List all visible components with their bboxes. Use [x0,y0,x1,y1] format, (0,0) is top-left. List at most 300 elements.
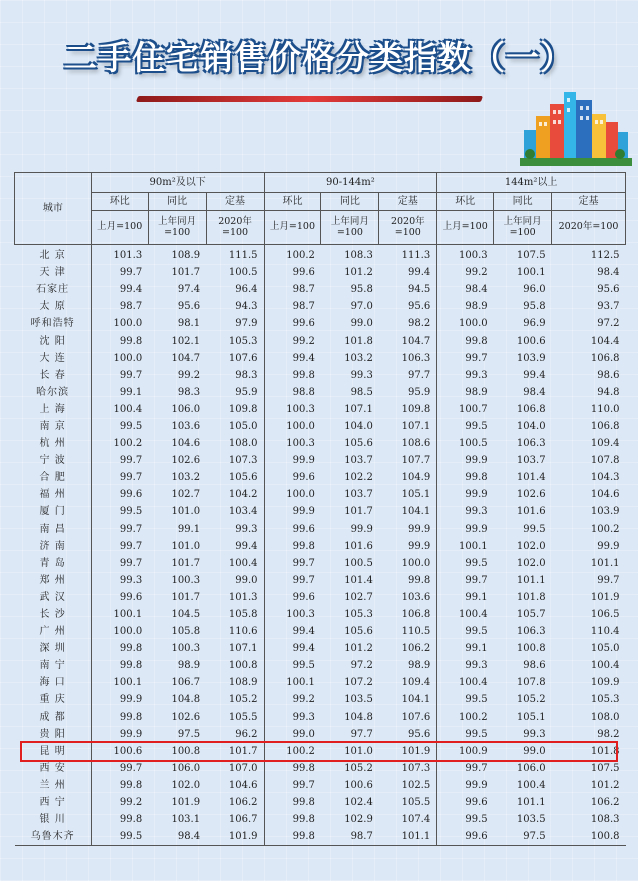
city-name: 乌鲁木齐 [15,828,92,846]
index-value: 99.6 [437,828,494,846]
index-value: 107.3 [228,455,258,467]
city-name: 哈尔滨 [36,386,70,398]
index-value: 99.2 [437,264,494,281]
index-value: 100.1 [264,674,321,691]
city-name: 沈 阳 [39,335,66,347]
index-value: 99.0 [264,726,321,743]
index-value: 105.2 [228,694,258,706]
city-name: 成 都 [39,711,66,723]
index-value: 98.6 [523,660,546,672]
index-value: 107.1 [401,420,431,432]
index-value: 102.7 [344,591,373,603]
index-value: 107.7 [401,455,431,467]
city-name: 郑 州 [39,574,66,586]
index-value: 99.6 [264,264,321,281]
index-value: 102.6 [171,455,201,467]
title-underline [136,96,483,102]
index-value: 103.6 [401,591,431,603]
index-value: 107.5 [590,762,620,774]
index-value: 99.2 [177,369,201,381]
index-value: 101.1 [516,574,546,586]
index-value: 104.9 [401,472,431,484]
index-value: 101.9 [206,828,264,846]
index-value: 104.3 [590,472,620,484]
index-value: 99.8 [264,811,321,828]
index-value: 98.7 [264,298,321,315]
index-value: 100.0 [264,418,321,435]
city-name: 西 安 [39,762,66,774]
index-value: 100.3 [264,401,321,418]
index-value: 100.5 [228,267,258,279]
table-row [15,691,626,708]
city-name: 长 春 [39,369,66,381]
index-value: 99.9 [407,523,431,535]
city-name: 深 圳 [39,643,66,655]
index-value: 105.5 [401,797,431,809]
index-value: 107.1 [228,643,258,655]
city-name: 南 宁 [39,660,66,672]
index-value: 99.4 [235,540,258,552]
index-value: 100.5 [344,557,373,569]
index-value: 99.9 [407,540,431,552]
city-name: 长 沙 [39,609,66,621]
sub-header: 同比 [494,193,552,211]
index-value: 103.2 [344,352,373,364]
index-value: 100.3 [437,245,494,265]
index-value: 104.8 [171,694,201,706]
index-value: 99.7 [437,350,494,367]
index-value: 101.7 [344,506,373,518]
index-value: 97.4 [177,284,201,296]
index-value: 112.5 [590,250,620,262]
sub-header: 环比 [264,193,321,211]
index-value: 102.5 [401,779,431,791]
table-row [15,640,626,657]
index-value: 100.2 [264,245,321,265]
index-value: 111.5 [228,250,258,262]
index-value: 95.6 [177,301,201,313]
index-value: 99.5 [91,503,148,520]
index-value: 105.1 [516,711,546,723]
city-name: 广 州 [39,626,66,638]
index-value: 104.1 [401,694,431,706]
index-value: 99.3 [437,657,494,674]
base-header: 2020年=100 [552,211,626,245]
index-value: 99.3 [235,523,258,535]
index-value: 98.7 [321,828,379,846]
index-value: 102.0 [171,779,201,791]
index-value: 104.7 [401,335,431,347]
index-value: 110.5 [401,626,431,638]
index-value: 105.7 [516,609,546,621]
index-value: 99.8 [264,367,321,384]
index-value: 98.3 [235,369,258,381]
sub-header: 定基 [552,193,626,211]
index-value: 99.5 [437,691,494,708]
table-row [15,367,626,384]
index-value: 102.7 [171,489,201,501]
index-value: 105.8 [228,609,258,621]
table-row [15,469,626,486]
index-value: 98.5 [350,386,373,398]
index-value: 99.3 [350,369,373,381]
index-value: 105.8 [171,626,201,638]
index-value: 101.0 [344,745,373,757]
table-row [15,794,626,811]
table-row [15,572,626,589]
index-value: 103.4 [228,506,258,518]
index-value: 101.3 [228,591,258,603]
city-name: 石家庄 [36,284,70,296]
index-value: 106.0 [171,762,201,774]
price-index-table [14,172,626,846]
index-value: 98.4 [523,386,546,398]
city-name: 海 口 [39,677,66,689]
index-value: 97.5 [177,728,201,740]
table-row [15,760,626,777]
index-value: 100.4 [91,401,148,418]
index-value: 101.0 [171,506,201,518]
index-value: 97.9 [235,318,258,330]
index-value: 111.3 [401,250,431,262]
index-value: 106.0 [171,403,201,415]
index-value: 100.1 [91,606,148,623]
index-value: 96.0 [523,284,546,296]
index-value: 95.6 [597,284,620,296]
city-name: 上 海 [39,403,66,415]
index-value: 108.0 [590,711,620,723]
index-value: 99.5 [437,623,494,640]
index-value: 103.1 [171,814,201,826]
table-row [15,264,626,281]
city-name: 西 宁 [39,797,66,809]
index-value: 106.3 [516,626,546,638]
table-row [15,435,626,452]
index-value: 104.6 [228,779,258,791]
index-value: 94.3 [235,301,258,313]
city-name: 厦 门 [39,506,66,518]
base-header: 上月=100 [437,211,494,245]
index-value: 99.9 [437,486,494,503]
index-value: 103.2 [171,472,201,484]
group-header: 144m²以上 [437,173,626,193]
index-value: 106.3 [401,352,431,364]
index-value: 104.7 [171,352,201,364]
index-value: 105.0 [228,420,258,432]
index-value: 98.9 [437,384,494,401]
table-row [15,606,626,623]
index-value: 96.2 [235,728,258,740]
index-value: 100.0 [91,623,148,640]
index-value: 98.9 [437,298,494,315]
index-value: 110.4 [590,626,620,638]
index-value: 101.0 [171,540,201,552]
index-value: 99.7 [91,555,148,572]
index-value: 106.7 [228,814,258,826]
index-value: 100.2 [264,743,321,760]
base-header: 上年同月=100 [321,211,379,245]
index-value: 99.4 [264,350,321,367]
index-value: 99.5 [437,418,494,435]
index-value: 108.9 [228,677,258,689]
index-value: 99.7 [264,555,321,572]
index-value: 99.2 [91,794,148,811]
index-value: 104.1 [401,506,431,518]
index-value: 104.4 [590,335,620,347]
index-value: 93.7 [597,301,620,313]
index-value: 103.7 [344,489,373,501]
index-value: 103.7 [516,455,546,467]
index-value: 99.8 [91,640,148,657]
table-row [15,452,626,469]
index-value: 98.1 [177,318,201,330]
index-value: 99.5 [91,418,148,435]
index-value: 105.2 [344,762,373,774]
index-value: 99.9 [437,777,494,794]
index-value: 100.8 [516,643,546,655]
index-value: 99.5 [91,828,148,846]
index-value: 96.9 [523,318,546,330]
index-value: 101.7 [171,557,201,569]
index-value: 99.7 [437,572,494,589]
index-value: 99.9 [350,523,373,535]
index-value: 102.4 [344,797,373,809]
index-value: 104.0 [344,420,373,432]
index-value: 103.5 [516,814,546,826]
index-value: 99.5 [437,811,494,828]
index-value: 105.2 [516,694,546,706]
index-value: 108.3 [590,814,620,826]
index-value: 106.8 [590,420,620,432]
index-value: 107.6 [228,352,258,364]
index-value: 99.4 [523,369,546,381]
index-value: 109.9 [590,677,620,689]
city-name: 昆 明 [39,745,66,757]
index-value: 100.8 [552,828,626,846]
index-value: 99.8 [264,794,321,811]
index-value: 100.9 [437,743,494,760]
index-value: 99.6 [91,589,148,606]
index-value: 98.9 [177,660,201,672]
index-value: 106.3 [516,438,546,450]
index-value: 97.7 [407,369,431,381]
city-name: 济 南 [39,540,66,552]
index-value: 103.7 [344,455,373,467]
table-row [15,674,626,691]
index-value: 108.6 [401,438,431,450]
sub-header: 同比 [321,193,379,211]
city-name: 合 肥 [39,472,66,484]
index-value: 107.2 [344,677,373,689]
index-value: 109.8 [401,403,431,415]
index-value: 104.5 [171,609,201,621]
index-value: 99.7 [437,760,494,777]
city-name: 贵 阳 [39,728,66,740]
index-value: 102.6 [171,711,201,723]
city-name: 南 京 [39,420,66,432]
index-value: 98.8 [264,384,321,401]
index-value: 101.7 [228,745,258,757]
index-value: 99.6 [91,486,148,503]
index-value: 99.8 [264,538,321,555]
city-name: 武 汉 [39,591,66,603]
index-value: 107.8 [516,677,546,689]
city-name: 杭 州 [39,438,66,450]
index-value: 107.0 [228,762,258,774]
index-value: 101.8 [516,591,546,603]
index-value: 99.9 [437,452,494,469]
index-value: 105.5 [228,711,258,723]
index-value: 99.2 [264,332,321,349]
index-value: 95.6 [407,728,431,740]
index-value: 99.9 [91,726,148,743]
index-value: 96.4 [235,284,258,296]
index-value: 95.8 [523,301,546,313]
index-value: 105.6 [344,626,373,638]
index-value: 99.1 [437,589,494,606]
city-name: 宁 波 [39,455,66,467]
index-value: 99.3 [264,709,321,726]
index-value: 105.3 [590,694,620,706]
index-value: 99.9 [91,691,148,708]
index-value: 99.8 [264,760,321,777]
index-value: 105.6 [344,438,373,450]
index-value: 106.0 [516,762,546,774]
index-value: 105.0 [590,643,620,655]
index-value: 99.0 [350,318,373,330]
index-value: 99.3 [437,367,494,384]
index-value: 106.2 [590,797,620,809]
table-row [15,555,626,572]
city-name: 呼和浩特 [30,318,75,330]
index-value: 100.3 [171,643,201,655]
index-value: 101.7 [171,591,201,603]
index-value: 101.8 [344,335,373,347]
index-value: 100.0 [91,315,148,332]
index-value: 98.9 [407,660,431,672]
index-value: 99.8 [91,332,148,349]
index-value: 101.3 [91,245,148,265]
index-value: 101.1 [590,557,620,569]
table-row [15,503,626,520]
index-value: 101.9 [171,797,201,809]
index-value: 109.4 [401,677,431,689]
index-value: 99.2 [264,691,321,708]
table-row [15,828,626,846]
table-row [15,245,626,265]
index-value: 106.8 [516,403,546,415]
table-row [15,281,626,298]
index-value: 97.0 [350,301,373,313]
table-row [15,315,626,332]
index-value: 108.9 [171,250,201,262]
index-value: 99.8 [91,811,148,828]
index-value: 101.4 [516,472,546,484]
index-value: 103.9 [590,506,620,518]
index-value: 99.3 [91,572,148,589]
index-value: 110.0 [590,403,620,415]
city-name: 天 津 [39,267,66,279]
index-value: 101.9 [590,591,620,603]
index-value: 100.2 [91,435,148,452]
index-value: 99.8 [91,709,148,726]
index-value: 97.7 [350,728,373,740]
index-value: 100.5 [437,435,494,452]
base-header: 上月=100 [91,211,148,245]
index-value: 99.7 [91,521,148,538]
index-value: 95.8 [350,284,373,296]
index-value: 98.6 [597,369,620,381]
index-value: 104.0 [516,420,546,432]
index-value: 100.7 [437,401,494,418]
index-value: 95.9 [407,386,431,398]
index-value: 98.4 [597,267,620,279]
city-header: 城市 [15,173,92,245]
index-value: 99.5 [523,523,546,535]
index-value: 99.1 [437,640,494,657]
index-value: 100.6 [516,335,546,347]
index-value: 100.0 [264,486,321,503]
city-name: 大 连 [39,352,66,364]
index-value: 99.7 [91,538,148,555]
city-name: 兰 州 [39,779,66,791]
index-value: 99.8 [91,657,148,674]
base-header: 上月=100 [264,211,321,245]
index-value: 109.8 [228,403,258,415]
index-value: 107.1 [344,403,373,415]
index-value: 99.6 [264,315,321,332]
index-value: 100.3 [171,574,201,586]
index-value: 99.6 [264,589,321,606]
city-name: 北 京 [39,250,66,262]
index-value: 105.3 [228,335,258,347]
city-name: 福 州 [39,489,66,501]
index-value: 97.5 [494,828,552,846]
group-header: 90m²及以下 [91,173,264,193]
index-value: 106.8 [590,352,620,364]
index-value: 108.3 [344,250,373,262]
index-value: 107.5 [516,250,546,262]
page-title: 二手住宅销售价格分类指数（一） [64,38,574,77]
base-header: 2020年=100 [206,211,264,245]
index-value: 99.3 [523,728,546,740]
index-value: 97.2 [597,318,620,330]
index-value: 100.8 [228,660,258,672]
index-value: 98.7 [91,298,148,315]
table-row [15,332,626,349]
index-value: 99.7 [91,469,148,486]
index-value: 107.3 [401,762,431,774]
index-value: 100.1 [91,674,148,691]
index-value: 106.2 [401,643,431,655]
index-value: 104.6 [171,438,201,450]
index-value: 107.4 [401,814,431,826]
table-row [15,589,626,606]
index-value: 103.6 [171,420,201,432]
index-value: 103.5 [344,694,373,706]
index-value: 99.9 [264,452,321,469]
index-value: 100.2 [590,523,620,535]
index-value: 102.9 [344,814,373,826]
sub-header: 定基 [379,193,437,211]
index-value: 107.6 [401,711,431,723]
index-value: 106.7 [171,677,201,689]
table-row [15,418,626,435]
index-value: 99.0 [523,745,546,757]
table-row [15,298,626,315]
index-value: 101.9 [401,745,431,757]
index-value: 99.0 [235,574,258,586]
